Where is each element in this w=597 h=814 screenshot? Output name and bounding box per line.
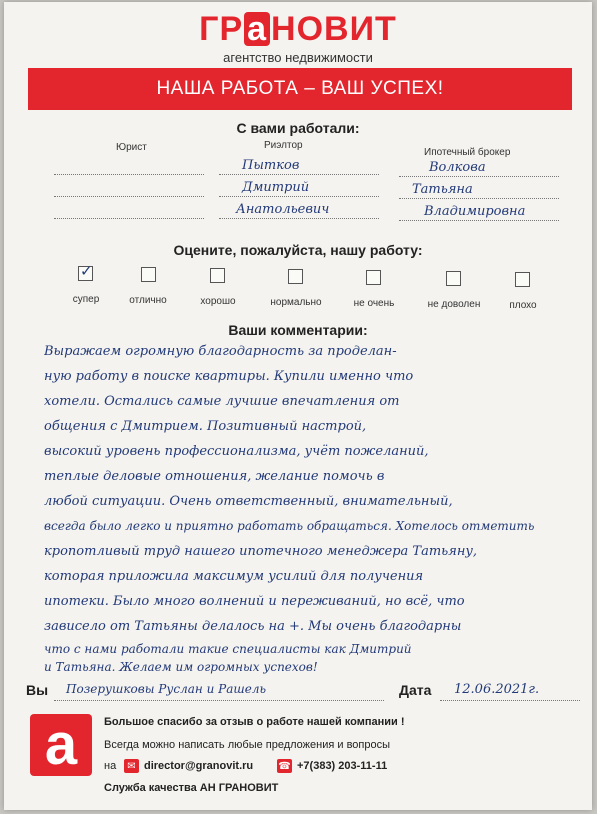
comment-line: кропотливый труд нашего ипотечного менеджера Татьяну, [44, 544, 478, 559]
role-lawyer: Юрист [116, 142, 147, 153]
check-mark-icon: ✓ [80, 262, 93, 280]
comment-line: которая приложила максимум усилий для получения [44, 569, 424, 584]
comment-line: зависело от Татьяны делалось на +. Мы очень благодарны [44, 619, 462, 634]
date-label: Дата [399, 682, 432, 698]
you-label: Вы [26, 682, 49, 698]
rating-checkbox-super[interactable] [78, 262, 93, 281]
broker-line-3 [399, 220, 559, 221]
broker-surname: Волкова [429, 160, 486, 175]
email-icon: ✉ [124, 759, 139, 773]
rating-checkbox-not-very[interactable] [366, 270, 381, 285]
rating-checkbox-dissatisfied[interactable] [446, 271, 461, 286]
phone-icon: ☎ [278, 760, 291, 772]
lawyer-line-1 [54, 174, 204, 175]
slogan-banner: НАША РАБОТА – ВАШ УСПЕХ! [28, 68, 572, 110]
broker-line-1 [399, 176, 559, 177]
comment-line: всегда было легко и приятно работать обращаться. Хотелось отметить [44, 519, 535, 533]
date-value: 12.06.2021г. [454, 682, 540, 697]
comment-line: хотели. Остались самые лучшие впечатления от [44, 394, 400, 409]
rating-heading: Оцените, пожалуйста, нашу работу: [173, 242, 423, 258]
logo-highlight-letter: а [244, 12, 270, 46]
realtor-surname: Пытков [242, 158, 300, 173]
comments-heading: Ваши комментарии: [228, 322, 368, 338]
footer-suggest: Всегда можно написать любые предложения и вопросы [104, 739, 391, 751]
comment-line: высокий уровень профессионализма, учёт пожеланий, [44, 444, 429, 459]
rating-label-super: супер [72, 294, 100, 305]
broker-line-2 [399, 198, 559, 199]
comment-line: теплые деловые отношения, желание помочь в [44, 469, 385, 484]
footer-logo [30, 714, 92, 776]
footer-email[interactable]: director@granovit.ru [144, 760, 254, 772]
footer-thanks: Большое спасибо за отзыв о работе нашей компании ! [104, 716, 405, 728]
rating-label-dissatisfied: не доволен [427, 299, 481, 310]
date-dotline [440, 700, 580, 701]
company-logo [4, 10, 592, 49]
rating-checkbox-bad[interactable] [515, 272, 530, 287]
lawyer-line-3 [54, 218, 204, 219]
lawyer-line-2 [54, 196, 204, 197]
rating-label-not-very: не очень [353, 298, 395, 309]
comment-line: Выражаем огромную благодарность за проделан- [44, 344, 397, 359]
rating-checkbox-excellent[interactable] [141, 267, 156, 282]
realtor-patronymic: Анатольевич [236, 202, 330, 217]
comment-line: и Татьяна. Желаем им огромных успехов! [44, 660, 318, 674]
broker-patronymic: Владимировна [424, 204, 526, 219]
footer-on-label: на [104, 760, 117, 772]
comment-line: что с нами работали такие специалисты как Дмитрий [44, 642, 412, 656]
comment-line: ипотеки. Было много волнений и переживаний, но всё, что [44, 594, 465, 609]
rating-checkbox-normal[interactable] [288, 269, 303, 284]
rating-label-normal: нормально [270, 297, 322, 308]
logo-prefix: ГР [199, 10, 244, 48]
rating-label-bad: плохо [509, 300, 537, 311]
comment-line: любой ситуации. Очень ответственный, внимательный, [44, 494, 453, 509]
rating-label-excellent: отлично [129, 295, 167, 306]
staff-heading: С вами работали: [236, 120, 360, 136]
rating-label-good: хорошо [200, 296, 236, 307]
you-value: Позерушковы Руслан и Рашель [66, 682, 266, 696]
footer-service: Служба качества АН ГРАНОВИТ [104, 782, 279, 794]
rating-checkbox-good[interactable] [210, 268, 225, 283]
realtor-line-2 [219, 196, 379, 197]
footer-phone[interactable]: +7(383) 203-11-11 [297, 760, 388, 772]
realtor-line-1 [219, 174, 379, 175]
logo-suffix: НОВИТ [271, 10, 397, 48]
company-subtitle: агентство недвижимости [223, 50, 373, 65]
broker-name: Татьяна [412, 182, 473, 197]
role-broker: Ипотечный брокер [424, 147, 511, 158]
comment-line: ную работу в поиске квартиры. Купили именно что [44, 369, 414, 384]
comment-line: общения с Дмитрием. Позитивный настрой, [44, 419, 367, 434]
feedback-form-sheet [4, 2, 592, 810]
realtor-name: Дмитрий [242, 180, 310, 195]
you-dotline [54, 700, 384, 701]
footer-logo-letter: а [44, 712, 78, 777]
role-realtor: Риэлтор [264, 140, 303, 151]
realtor-line-3 [219, 218, 379, 219]
